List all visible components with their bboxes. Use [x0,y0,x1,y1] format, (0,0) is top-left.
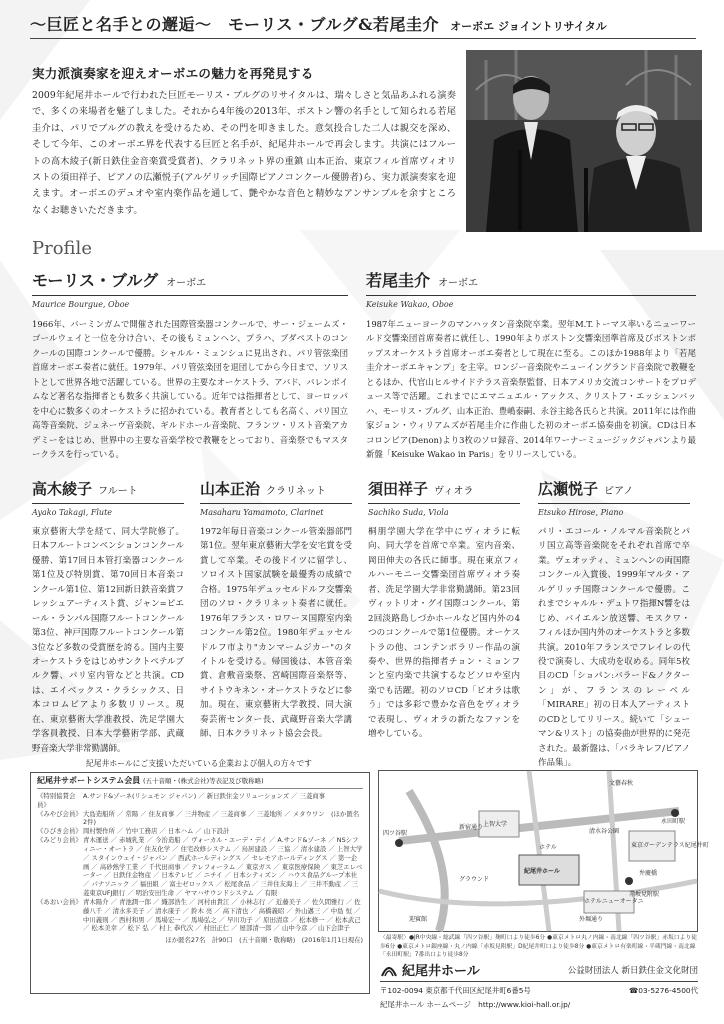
hall-name: 紀尾井ホール [402,964,480,979]
profile-name [200,478,352,499]
map-label: ホテル [539,844,557,851]
hall-homepage-line [380,999,698,1010]
hall-organization: 公益財団法人 新日鉄住金文化財団 [567,965,698,976]
support-system-note: (五十音順・(株式会社)等表記及び敬称略) [143,777,264,785]
artist-biography: 1987年ニューヨークのマンハッタン音楽院卒業。翌年M.T.トーマス率いるニューワールド交響楽団首席奏者に就任し、1990年よりボストン交響楽団準首席及びボストンポップスオーケストラ首席オーボエ奏者として現在に至る。このほか1988年より「若尾圭介オーボエキャンプ」を主宰。ロンジー音楽院やニューイングランド音楽院で教鞭をとるほか、代官山ヒルサイドテラス音楽祭監督、日本アメリカ交流コンサートをプロデュース等で活躍。これまでにエマニュエル・アックス、クリストフ・エッシェンバッハ、モーリス・ブルグ、山本正治、豊嶋泰嗣、永谷主総各氏らと共演。2011年には作曲家ジョン・ウィリアムズが若尾圭介に作曲した初のオーボエ協奏曲を初演。CDは日本コロンビア(Denon)より3枚のソロ録音、2014年ワーナーミュージックジャパンより最新盤「Keisuke Wakao in Paris」をリリースしている。 [366,319,696,460]
intro-body: 2009年紀尾井ホールで行われた巨匠モーリス・ブルグのリサイタルは、瑞々しさと気品あふれる演奏で、多くの来場者を魅了しました。それから4年後の2013年、ボストン響の名手として知られる若尾圭介は、パリでブルグの教えを受けるため、その門を叩きました。意気投合した二人は親交を深め、そして今年、このオーボエ界を代表する巨匠と名手が、紀尾井ホールで再会します。共演にはフルートの高木綾子(新日鉄住金音楽賞受賞者)、クラリネット界の重鎮 山本正治、東京フィル首席ヴィオリストの須田祥子、ピアノの広瀬悦子(アルゲリッチ国際ピアノコンクール優勝者)ら、実力派演奏家を迎えます。オーボエのデュオや室内楽作品を通して、艶やかな音色と精妙なアンサンブルを余すところなくお聴きいただきます。 [32,90,456,216]
access-info: 〈最寄駅〉●JR中央線・総武線「四ツ谷駅」麹町口より徒歩6分 ●東京メトロ丸ノ内線・南北線「四ツ谷駅」赤坂口より徒歩6分 ●東京メトロ銀座線・丸ノ内線「赤坂見附駅」D紀尾井町口より徒歩8分 ●東京メトロ有楽町線・半蔵門線・南北線「永田町駅」7番出口より徒歩8分 [380,935,698,959]
support-system-title [37,775,363,789]
hall-logo-icon [380,962,398,978]
map-label: ホテルニューオータニ [584,898,644,905]
artist-name-english: Maurice Bourgue, Oboe [32,300,130,309]
profile-rule [32,295,348,296]
hall-homepage[interactable]: 紀尾井ホール ホームページ http://www.kioi-hall.or.jp/ [380,1000,571,1009]
profile-rule [32,503,184,504]
profile-rule [538,503,690,504]
support-row [37,898,363,933]
map-label: 文藝春秋 [609,780,634,787]
support-row [37,836,363,898]
map-label: 外堀通り [579,916,604,923]
map-label: グラウンド [459,876,490,883]
profile-takagi [32,478,184,756]
profile-suda [368,478,520,742]
concert-subtitle: オーボエ ジョイントリサイタル [450,20,607,33]
artists-photo [466,50,702,232]
artist-biography: 東京藝術大学を経て、同大学院修了。日本フルートコンベンションコンクール優勝、第17回日本管打楽器コンクール第1位及び特別賞、第70回日本音楽コンクール第1位、第12回新日鉄音楽賞フレッシュアーティスト賞、ジャン=ピエール・ランパル国際フルートコンクール第3位、神戸国際フルートコンクール第3位など多数の受賞歴を誇る。国内主要オーケストラをはじめサンクトペテルブルク響、パリ室内管などと共演。CDは、エイベックス・クラシックス、日本コロムビアより多数リリース。現在、東京藝術大学准教授、洗足学園大学客員教授、日本大学藝術学部、武蔵野音楽大学非常勤講師。 [32,527,184,754]
profile-wakao [366,268,696,462]
artist-instrument: ピアノ [604,486,634,497]
profile-name [368,478,520,499]
artist-biography: 1966年、バーミンガムで開催された国際管楽器コンクールで、サー・ジェームズ・ゴールウェイと一位を分け合い、その後もミュンヘン、プラハ、ブダペストのコンクールの国際コンクールで優勝。シャルル・ミュンシュに見出され、パリ管弦楽団首席オーボエ奏者に就任。1979年、パリ管弦楽団を退団してから今日まで、ソリストとして世界各地で活躍している。世界の主要なオーケストラ、アバド、バレンボイムなど著名な指揮者とも数多く共演している。近年では指揮者として、ヨーロッパを中心に数多くのオーケストラに招かれている。教育者としても名高く、パリ国立高等音楽院、ジュネーヴ音楽院、ギルドホール音楽院、フランツ・リスト音楽アカデミーをはじめ、世界中の主要な音楽学校で教鞭をとっており、音楽祭でもマスタークラスを行っている。 [32,319,348,460]
hall-header [380,960,698,982]
profile-rule [368,503,520,504]
intro-section [32,64,456,219]
access-map-drawing [379,771,709,931]
artist-name: 高木綾子 [32,480,93,498]
support-tier-members: 青木陽介 ／ 青池潤一郎 ／ 織部浩生 ／ 河村由貴江 ／ 小林志行 ／ 近藤美子 ／ 佐久間雅行 ／ 佐藤八千 ／ 清水多美子 ／ 清水康子 ／ 鈴木 亮 ／ 高下清也 ／ 高橋義昭 ／ 外山邁三 ／ 中島 恒 ／ 中川義則 ／ 西村和男 ／ 馬場宏一 ／ 馬場弘之 ／ 早川功子 ／ 原田清彦 ／ 松本修一 ／ 松本武己 ／ 松本美幸 ／ 松下 弘 ／ 村上 恭代次 ／ 村田正仁 ／ 屋部清一郎 ／ 山中今彦 ／ 山下会津子 [83,897,361,933]
artist-name-english: Ayako Takagi, Flute [32,508,113,517]
artist-name-english: Etsuko Hirose, Piano [538,508,624,517]
profile-rule [366,295,696,296]
artist-biography: 1972年毎日音楽コンクール管楽器部門第1位。翌年東京藝術大学を安宅賞を受賞して卒業。その後ドイツに留学し、ソロイスト国家試験を最優秀の成績で合格。1975年デュッセルドルフ交響楽団のソロ・クラリネット奏者に就任。1976年フランス・ロワーヌ国際室内楽コンクール第2位。1980年デュッセルドルフ市より"カンマームジカー"のタイトルを受ける。帰国後は、本管音楽賞、倉敷音楽祭、宮崎国際音楽祭等、サイトウキネン・オーケストラなどに参加。現在、東京藝術大学教授、同大演奏芸術センター長、武蔵野音楽大学講師、日本クラリネット協会会長。 [200,527,352,740]
map-label: 新宿通り [459,824,484,831]
artist-instrument: オーボエ [166,278,207,289]
map-label: 上智大学 [483,821,508,828]
artist-name-english: Keisuke Wakao, Oboe [366,300,454,309]
profile-name [32,268,348,291]
support-row [37,792,363,810]
map-label: 東京ガーデンテラス紀尾井町 [631,842,709,849]
map-label: 紀尾井ホール [524,868,560,875]
profile-yamamoto [200,478,352,742]
artist-name: 須田祥子 [368,480,429,498]
hall-address-line [380,985,698,996]
support-tier-members: 青木運送 ／ 赤城乳業 ／ 今治造船 ／ ヴォーカル・エーデ・デイ ／ A.サンド&ゾーネ ／ NSシフィニー・オートラ ／ 住友化学 ／ 住宅改修システム ／ 鳥居建設 ／ 三協 ／ 清水建設 ／ 上智大学 ／ スタインウェイ・ジャパン ／ 西武ホールディングス ／ セレモアホールディングス ／ 第一企画 ／ 高砂熱学工業 ／ 千代田商事 ／ テレフォーラム ／ 東京ガス ／ 東京医療保険 ／ 東芝エレベーター ／ 日鉄住金物産 ／ 日本テレビ ／ ニチイ ／ 日本シティズン ／ ハウス食品グループ本社 ／ パナソニック ／ 福田組 ／ 富士ゼロックス ／ 松尾食品 ／ 三井住友海上 ／ 三井不動産 ／ 三菱東京UFJ銀行 ／ 明治安田生命 ／ ヤマハサウンドシステム ／ 有限 [83,836,363,898]
support-footer: ほか匿名27名 計90口 (五十音順・敬称略) (2016年1月1日現在) [165,936,363,945]
hall-phone: ☎03-5276-4500代 [629,986,698,995]
map-label: 清水谷公園 [589,828,620,835]
map-label: 四ツ谷駅 [383,830,408,837]
artist-name: 広瀬悦子 [538,480,599,498]
artist-instrument: フルート [98,486,138,497]
artist-name: 若尾圭介 [366,271,431,290]
support-tier-members: A.サンド&ゾーネ(リシュモン ジャパン) ／ 新日鉄住金ソリューションズ ／ 三菱商事 [83,792,326,800]
artist-instrument: クラリネット [266,486,326,497]
profile-bourgue [32,268,348,462]
support-members-box [30,772,370,994]
artist-biography: 桐朋学園大学在学中にヴィオラに転向、同大学を首席で卒業。室内音楽、岡田伸夫の各氏に師事。現在東京フィルハーモニー交響楽団首席ヴィオラ奏者、洗足学園大学非常勤講師。第23回ヴィットリオ・グイ国際コンクール、第2回淡路島しづかホールなど国内外の4つのコンクールで第1位優勝。オーケストラの他、コンテンポラリー作品の演奏や、世界的指揮者チョン・ミョンフンと室内楽で共演するなどソロや室内楽でも活躍。初のソロCD「ビオラは歌う」では多彩で豊かな音色をヴィオラで表現し、ヴィオラの新たなファンを増やしている。 [368,527,520,740]
artist-name: 山本正治 [200,480,261,498]
support-tier-label: 《ひびき会員》 [37,827,82,836]
concert-title: 〜巨匠と名手との邂逅〜 モーリス・ブルグ&若尾圭介 [30,15,440,34]
map-label: 迎賓館 [409,916,428,923]
support-row [37,827,363,836]
map-label: 弁慶橋 [639,870,658,877]
profile-name [32,478,184,499]
profile-section-title: Profile [32,238,92,259]
support-system-name: 紀尾井サポートシステム会員 [37,776,141,785]
artist-name: モーリス・ブルグ [32,271,159,290]
artist-instrument: オーボエ [438,278,479,289]
support-caption: 紀尾井ホールにご支援いただいている企業および個人の方々です [86,759,312,768]
support-tier-label: 《特別協賛会員》 [37,792,76,809]
artist-instrument: ヴィオラ [434,486,474,497]
support-tier-members: 岡村製作所 ／ 竹中工務店 ／ 日本ハム ／ 山下設計 [83,827,230,836]
map-label: 赤坂見附駅 [629,891,660,898]
profile-name [538,478,690,499]
support-tier-members: 大島造船所 ／ 常陽 ／ 住友商事 ／ 三井物産 ／ 三菱商事 ／ 三菱地所 ／ メタウワン (ほか匿名2件) [83,809,360,827]
profile-rule [200,503,352,504]
artist-biography: パリ・エコール・ノルマル音楽院とパリ国立高等音楽院をそれぞれ首席で卒業。ヴェオッティ、ミュンヘンの両国際コンクール入賞後、1999年マルタ・アルゲリッチ国際コンクールで優勝。これまでシャルル・デュトワ指揮N響をはじめ、バイエルン放送響、モスクワ・フィルほか国内外のオーケストラと多数共演。2010年フランスでフレイレの代役で演奏し、大成功を収める。同年5枚目のCD「ショパン:バラード&ノクターン」が、フランスのレーベル「MIRARE」初の日本人アーティストのCDとしてリリース。続いて「シューマン&リスト」の協奏曲が世界的に発売された。最新盤は、「バラキレフ/ピアノ作品集」。 [538,527,690,768]
support-tier-label: 《みやび会員》 [37,809,82,818]
support-tier-label: 《あおい会員》 [37,897,82,906]
access-map [378,770,709,932]
header-rule [30,38,696,39]
artists-photo-illustration [466,50,702,232]
artist-name-english: Sachiko Suda, Viola [368,508,449,517]
hall-info [380,960,698,1010]
artist-name-english: Masaharu Yamamoto, Clarinet [200,508,324,517]
support-tier-label: 《みどり会員》 [37,836,82,845]
hall-address: 〒102-0094 東京都千代田区紀尾井町6番5号 [380,986,531,995]
support-row [37,810,363,828]
intro-heading: 実力派演奏家を迎えオーボエの魅力を再発見する [32,66,314,81]
map-label: 永田町駅 [661,818,686,825]
profile-hirose [538,478,690,770]
profile-name [366,268,696,291]
